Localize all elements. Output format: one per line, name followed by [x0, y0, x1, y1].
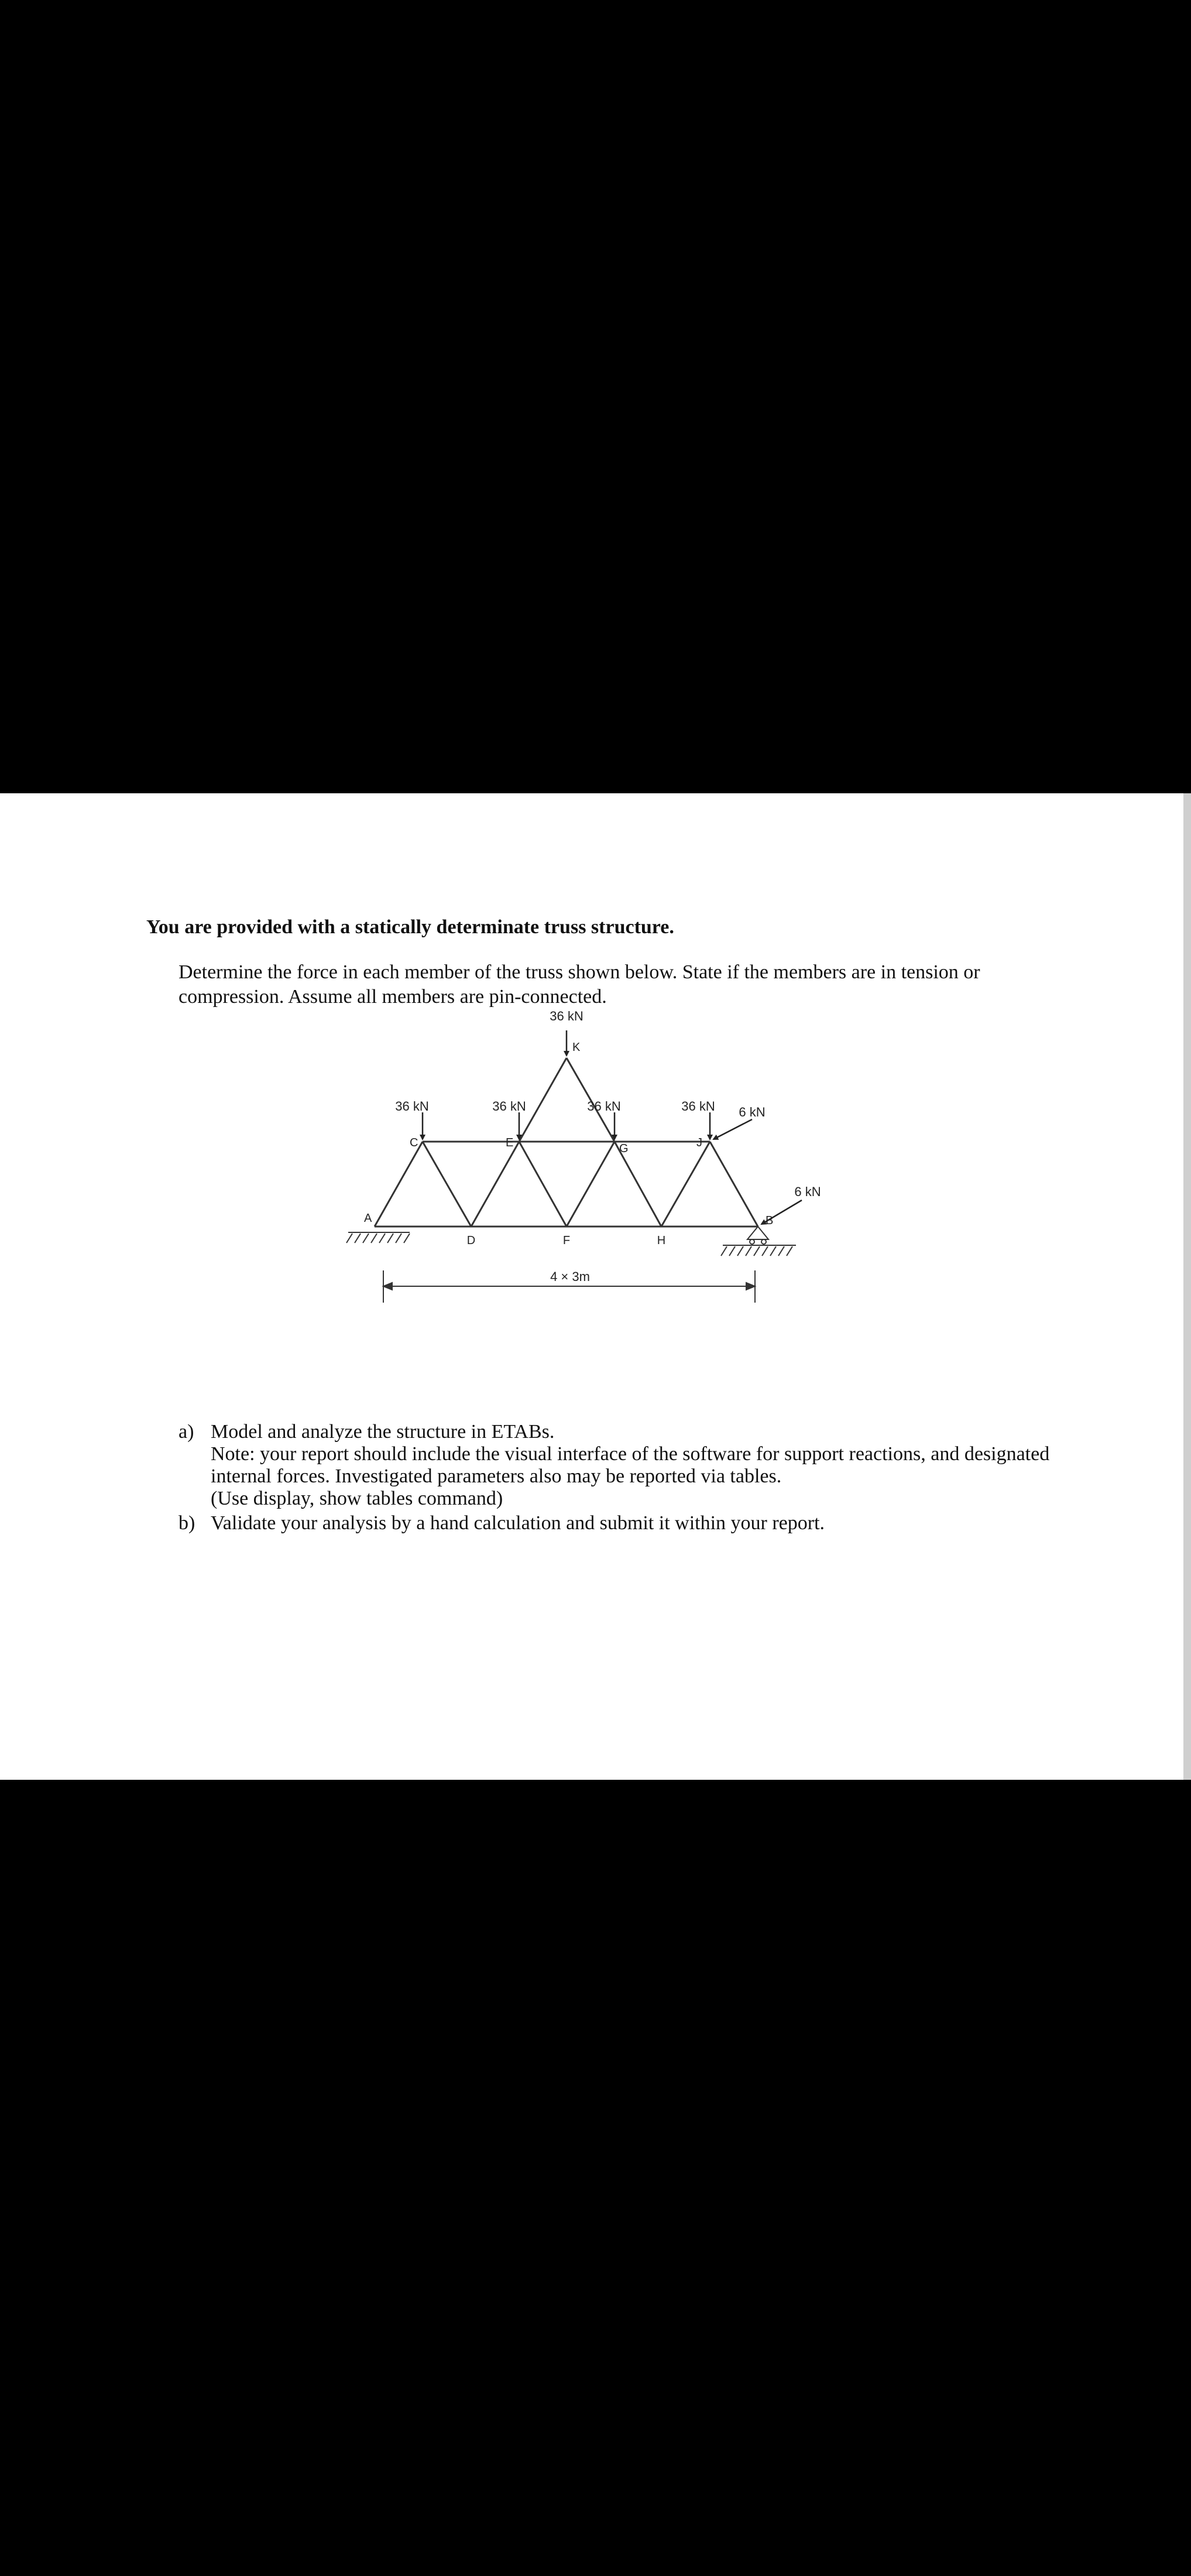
- task-list: [179, 1421, 1092, 1534]
- node-label-h: H: [657, 1234, 666, 1247]
- task-b: [179, 1512, 1092, 1534]
- member-cd: [423, 1142, 471, 1227]
- problem-intro: Determine the force in each member of the truss shown below. State if the members are in tension or compression. Assume all members are pin-connected.: [179, 961, 980, 1008]
- member-jb: [710, 1142, 758, 1227]
- document-page: [0, 793, 1183, 1780]
- load-label-lower-right: 6 kN: [794, 1184, 821, 1199]
- node-label-b: B: [766, 1214, 774, 1227]
- task-a-hint: (Use display, show tables command): [211, 1488, 503, 1509]
- task-b-line: Validate your analysis by a hand calculation and submit it within your report.: [211, 1512, 825, 1534]
- support-a: [346, 1232, 410, 1243]
- load-label-c: 36 kN: [395, 1099, 429, 1114]
- truss-diagram: [334, 1009, 843, 1370]
- scrollbar[interactable]: [1183, 793, 1191, 1780]
- task-b-letter: b): [179, 1512, 195, 1534]
- support-b: [721, 1227, 796, 1256]
- member-de: [471, 1142, 519, 1227]
- member-hj: [661, 1142, 710, 1227]
- task-a-letter: a): [179, 1421, 194, 1443]
- load-label-j: 36 kN: [681, 1099, 715, 1114]
- node-label-j: J: [696, 1136, 702, 1149]
- load-label-upper-right: 6 kN: [739, 1105, 766, 1119]
- problem-heading: You are provided with a statically determinate truss structure.: [146, 916, 674, 938]
- task-a: [179, 1421, 1092, 1510]
- node-label-g: G: [619, 1142, 629, 1155]
- node-label-a: A: [364, 1212, 372, 1225]
- task-a-note: Note: your report should include the visual interface of the software for support reactions, and designated internal forces. Investigated parameters also may be reported via tables.: [211, 1443, 1050, 1487]
- load-arrow-upper-right: [713, 1119, 752, 1139]
- member-fg: [567, 1142, 615, 1227]
- load-label-top: 36 kN: [550, 1009, 584, 1023]
- task-a-body: [211, 1421, 1092, 1510]
- node-label-c: C: [410, 1136, 418, 1149]
- task-a-line1: Model and analyze the structure in ETABs.: [211, 1421, 555, 1443]
- member-ef: [519, 1142, 567, 1227]
- load-label-g: 36 kN: [587, 1099, 621, 1114]
- node-label-e: E: [506, 1136, 514, 1149]
- node-label-k: K: [572, 1041, 581, 1054]
- dimension-label: 4 × 3m: [550, 1269, 590, 1284]
- member-ac: [375, 1142, 423, 1227]
- node-label-d: D: [466, 1234, 476, 1247]
- load-label-e: 36 kN: [492, 1099, 526, 1114]
- load-arrows: [423, 1030, 802, 1224]
- node-label-f: F: [562, 1234, 571, 1247]
- member-ek: [519, 1058, 567, 1142]
